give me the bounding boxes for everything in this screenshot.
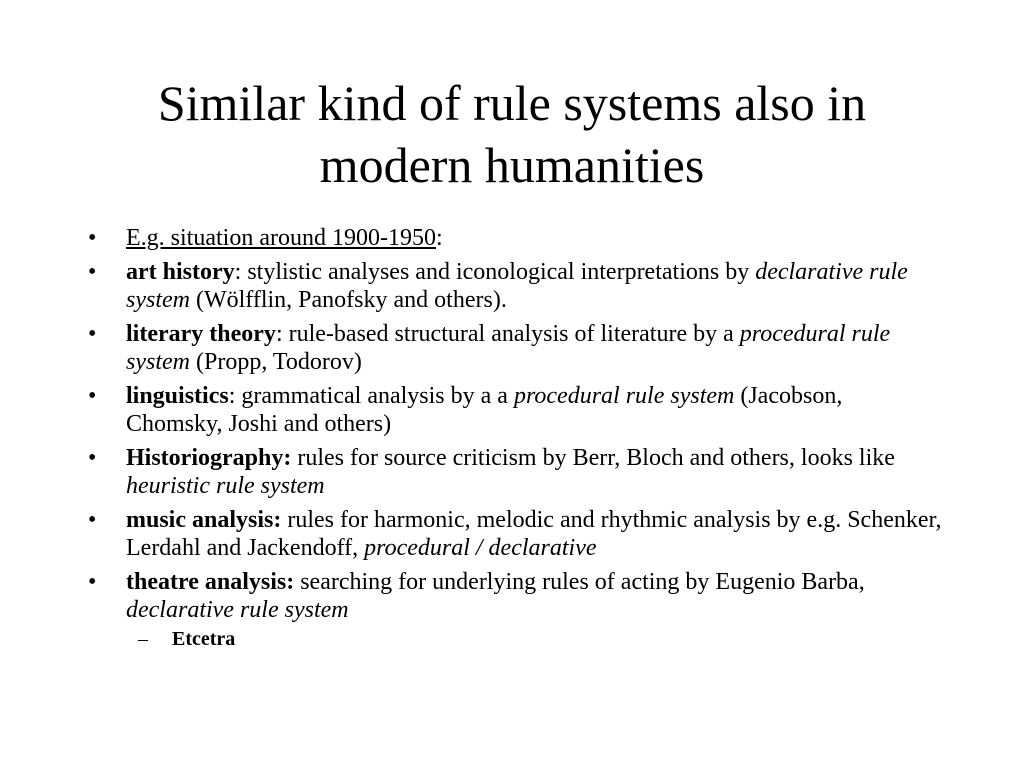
music-analysis-system: procedural / declarative [364,535,597,561]
historiography-system: heuristic rule system [126,473,325,499]
sub-bullet-list [126,626,944,652]
slide-title [60,72,964,196]
bullet-icon: • [88,321,97,347]
bullet-icon: • [88,383,97,409]
art-history-names: (Wölfflin, Panofsky and others). [189,287,507,313]
bullet-item-linguistics [84,382,944,438]
bullet-icon: • [88,225,97,251]
music-analysis-term: music analysis: [126,507,282,533]
bullet-item-literary-theory [84,320,944,376]
bullet-item-period [84,224,944,252]
period-heading: E.g. situation around 1900-1950 [126,225,436,251]
linguistics-term: linguistics [126,383,229,409]
bullet-item-music-analysis [84,506,944,562]
literary-theory-system: procedural rule system [126,321,891,375]
literary-theory-names: (Propp, Todorov) [189,349,362,375]
literary-theory-term: literary theory [126,321,276,347]
bullet-item-historiography [84,444,944,500]
linguistics-names: (Jacobson, Chomsky, Joshi and others) [126,383,843,437]
literary-theory-text: : rule-based structural analysis of literature by a [275,321,740,347]
bullet-item-art-history [84,258,944,314]
linguistics-system: procedural rule system [513,383,735,409]
historiography-term: Historiography: [126,445,292,471]
title-line-2: modern humanities [319,137,705,193]
historiography-text: rules for source criticism by Berr, Bloch and others, looks like [291,445,895,471]
period-colon: : [435,225,443,251]
etcetra-text: Etcetra [172,628,236,650]
bullet-icon: • [88,259,97,285]
bullet-list [84,224,944,658]
bullet-icon: • [88,445,97,471]
art-history-text: : stylistic analyses and iconological interpretations by [234,259,756,285]
title-line-1: Similar kind of rule systems also in [157,75,867,131]
bullet-icon: • [88,507,97,533]
bullet-item-theatre-analysis [84,568,944,652]
theatre-analysis-term: theatre analysis: [126,569,295,595]
sub-item-etcetra [126,626,944,652]
bullet-icon: • [88,569,97,595]
theatre-analysis-text: searching for underlying rules of acting by Eugenio Barba, [294,569,865,595]
art-history-term: art history [126,259,235,285]
linguistics-text: : grammatical analysis by a a [228,383,514,409]
theatre-analysis-system: declarative rule system [126,597,349,623]
art-history-system: declarative rule system [126,259,908,313]
music-analysis-text: rules for harmonic, melodic and rhythmic analysis by e.g. Schenker, Lerdahl and Jackendoff, [126,507,942,561]
dash-icon: – [138,628,148,650]
